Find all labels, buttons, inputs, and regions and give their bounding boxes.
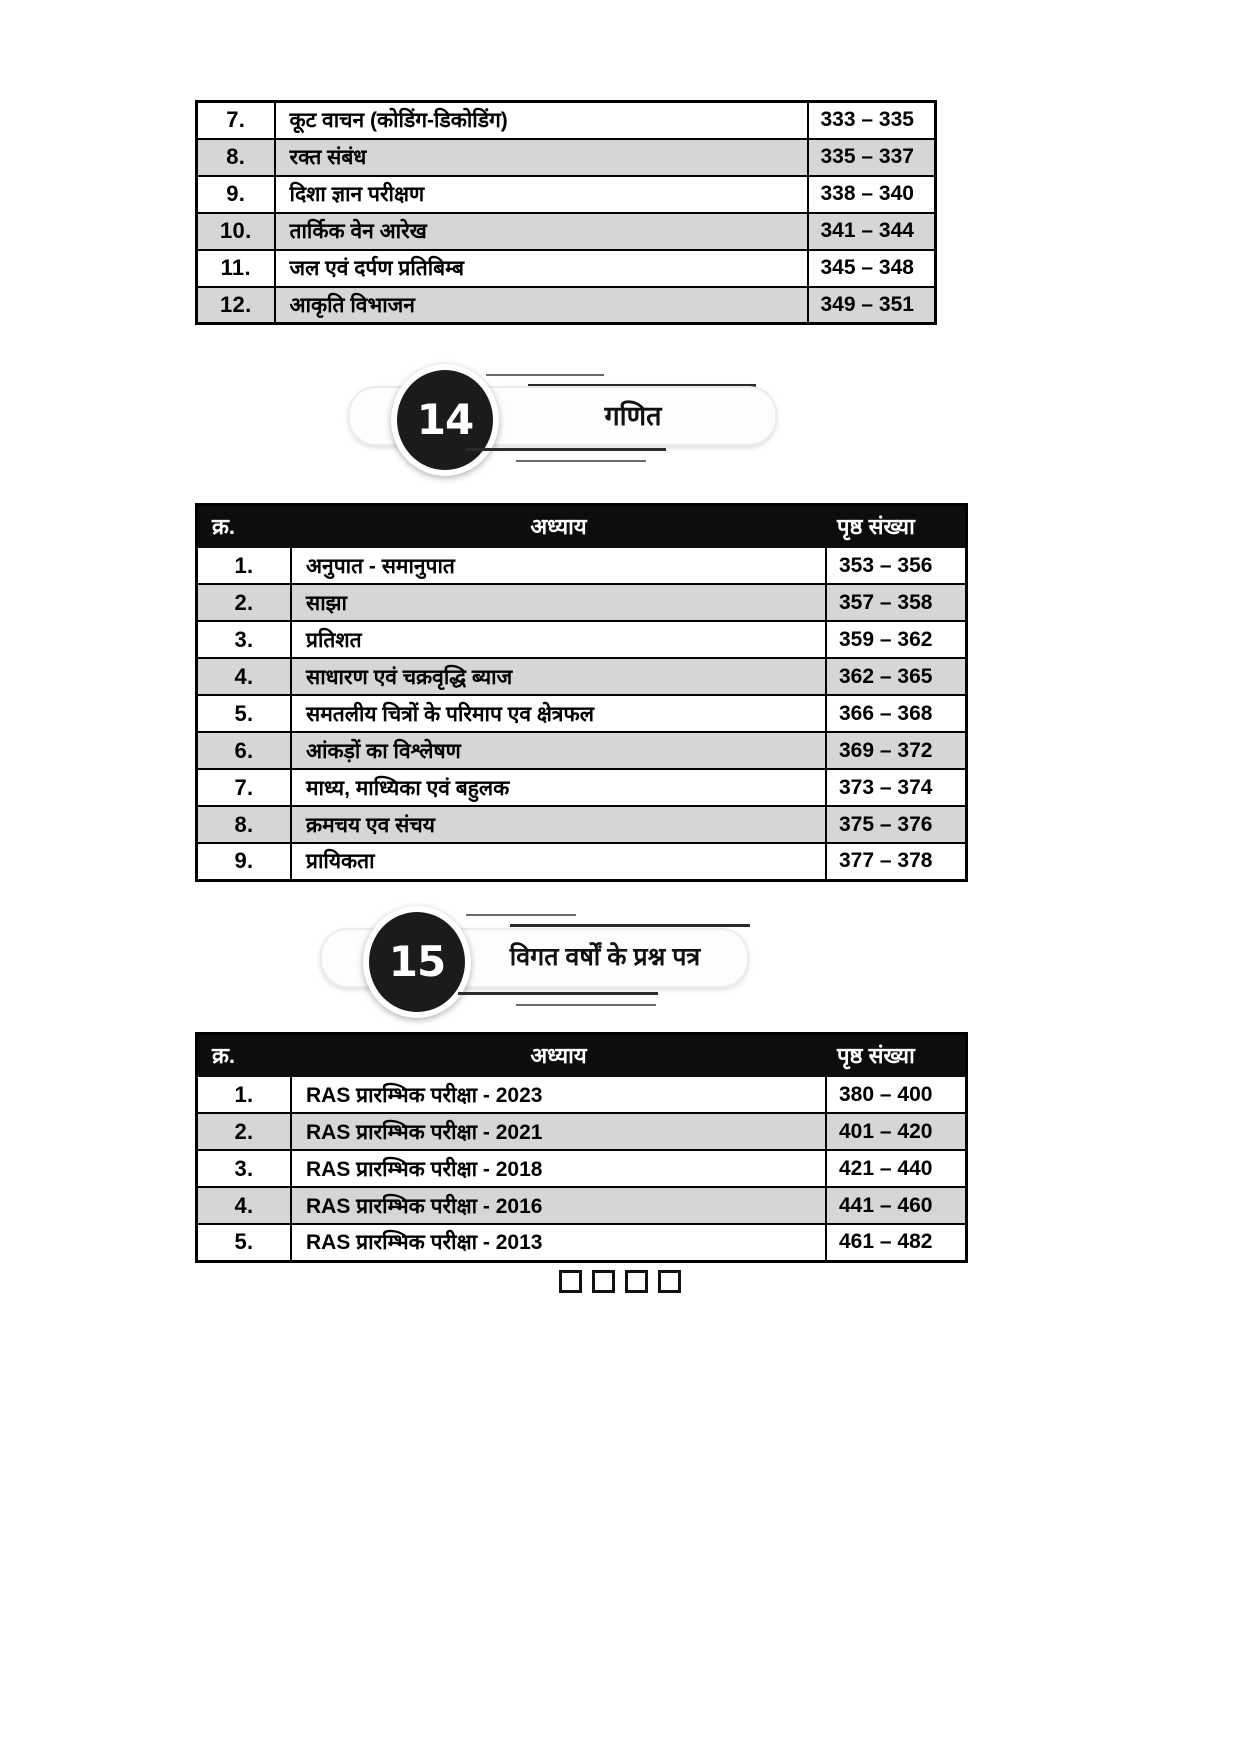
cell-page-range: 338 – 340 [808, 176, 936, 213]
cell-serial-number: 2. [197, 584, 292, 621]
cell-serial-number: 4. [197, 1187, 292, 1224]
cell-serial-number: 9. [197, 843, 292, 880]
table-row [197, 139, 936, 176]
table-row [197, 1150, 967, 1187]
cell-chapter-name: समतलीय चित्रों के परिमाप एव क्षेत्रफल [291, 695, 826, 732]
square-outline-icon [592, 1270, 615, 1293]
cell-serial-number: 5. [197, 1224, 292, 1261]
cell-page-range: 373 – 374 [826, 769, 967, 806]
decorative-rule-bottom-thin [516, 1004, 656, 1006]
cell-chapter-name: अनुपात - समानुपात [291, 547, 826, 584]
cell-page-range: 380 – 400 [826, 1076, 967, 1113]
table-header-row [197, 1034, 967, 1077]
footer-ornament [0, 1270, 1240, 1298]
square-outline-icon [559, 1270, 582, 1293]
cell-chapter-name: RAS प्रारम्भिक परीक्षा - 2021 [291, 1113, 826, 1150]
cell-serial-number: 11. [197, 250, 275, 287]
cell-serial-number: 3. [197, 1150, 292, 1187]
reasoning-continued-table-body [197, 102, 936, 324]
reasoning-continued-table [195, 100, 937, 325]
table-row [197, 1187, 967, 1224]
table-row [197, 732, 967, 769]
column-header-sr: क्र. [197, 505, 292, 548]
table-row [197, 1224, 967, 1261]
cell-page-range: 421 – 440 [826, 1150, 967, 1187]
cell-serial-number: 12. [197, 287, 275, 324]
table-row [197, 213, 936, 250]
cell-serial-number: 10. [197, 213, 275, 250]
section-header-14 [338, 358, 898, 470]
cell-chapter-name: तार्किक वेन आरेख [275, 213, 808, 250]
section-number-badge [363, 906, 471, 1018]
cell-chapter-name: RAS प्रारम्भिक परीक्षा - 2023 [291, 1076, 826, 1113]
cell-chapter-name: माध्य, माध्यिका एवं बहुलक [291, 769, 826, 806]
section-number-label: 15 [388, 937, 446, 986]
section-header-15 [310, 900, 870, 1012]
cell-page-range: 461 – 482 [826, 1224, 967, 1261]
cell-chapter-name: प्रायिकता [291, 843, 826, 880]
cell-chapter-name: साधारण एवं चक्रवृद्धि ब्याज [291, 658, 826, 695]
cell-page-range: 357 – 358 [826, 584, 967, 621]
table-row [197, 547, 967, 584]
cell-chapter-name: आकृति विभाजन [275, 287, 808, 324]
table-row [197, 176, 936, 213]
square-outline-icon [625, 1270, 648, 1293]
column-header-page: पृष्ठ संख्या [826, 1034, 967, 1077]
cell-serial-number: 1. [197, 1076, 292, 1113]
column-header-chapter: अध्याय [291, 505, 826, 548]
cell-chapter-name: RAS प्रारम्भिक परीक्षा - 2013 [291, 1224, 826, 1261]
pyq-table-body [197, 1076, 967, 1261]
cell-chapter-name: आंकड़ों का विश्लेषण [291, 732, 826, 769]
cell-page-range: 369 – 372 [826, 732, 967, 769]
table-header-row [197, 505, 967, 548]
cell-page-range: 359 – 362 [826, 621, 967, 658]
cell-serial-number: 7. [197, 102, 275, 139]
cell-chapter-name: क्रमचय एव संचय [291, 806, 826, 843]
cell-serial-number: 2. [197, 1113, 292, 1150]
cell-chapter-name: जल एवं दर्पण प्रतिबिम्ब [275, 250, 808, 287]
table-row [197, 769, 967, 806]
cell-serial-number: 3. [197, 621, 292, 658]
table-row [197, 621, 967, 658]
section-title: विगत वर्षों के प्रश्न पत्र [509, 943, 701, 971]
table-row [197, 806, 967, 843]
decorative-rule-bottom-thin [516, 460, 646, 462]
cell-page-range: 401 – 420 [826, 1113, 967, 1150]
column-header-sr: क्र. [197, 1034, 292, 1077]
cell-chapter-name: RAS प्रारम्भिक परीक्षा - 2016 [291, 1187, 826, 1224]
section-number-badge [391, 364, 499, 476]
cell-page-range: 349 – 351 [808, 287, 936, 324]
section-number-label: 14 [416, 395, 474, 444]
cell-page-range: 377 – 378 [826, 843, 967, 880]
table-row [197, 1113, 967, 1150]
cell-serial-number: 7. [197, 769, 292, 806]
maths-table-head [197, 505, 967, 548]
column-header-chapter: अध्याय [291, 1034, 826, 1077]
cell-serial-number: 6. [197, 732, 292, 769]
cell-serial-number: 5. [197, 695, 292, 732]
cell-page-range: 441 – 460 [826, 1187, 967, 1224]
cell-chapter-name: रक्त संबंध [275, 139, 808, 176]
cell-serial-number: 4. [197, 658, 292, 695]
table-row [197, 695, 967, 732]
table-row [197, 658, 967, 695]
decorative-rule-top-thick [510, 924, 750, 927]
cell-chapter-name: साझा [291, 584, 826, 621]
cell-serial-number: 8. [197, 139, 275, 176]
cell-page-range: 375 – 376 [826, 806, 967, 843]
section-title: गणित [604, 400, 662, 431]
cell-page-range: 362 – 365 [826, 658, 967, 695]
cell-page-range: 333 – 335 [808, 102, 936, 139]
decorative-rule-top-thin [486, 374, 604, 376]
cell-serial-number: 9. [197, 176, 275, 213]
decorative-rule-top-thin [466, 914, 576, 916]
maths-table-body [197, 547, 967, 880]
decorative-rule-bottom-thick [458, 992, 658, 995]
table-row [197, 584, 967, 621]
cell-chapter-name: RAS प्रारम्भिक परीक्षा - 2018 [291, 1150, 826, 1187]
table-row [197, 250, 936, 287]
cell-serial-number: 8. [197, 806, 292, 843]
cell-chapter-name: कूट वाचन (कोडिंग-डिकोडिंग) [275, 102, 808, 139]
square-outline-icon [658, 1270, 681, 1293]
column-header-page: पृष्ठ संख्या [826, 505, 967, 548]
cell-page-range: 345 – 348 [808, 250, 936, 287]
maths-chapters-table [195, 503, 968, 882]
table-row [197, 287, 936, 324]
cell-page-range: 341 – 344 [808, 213, 936, 250]
cell-page-range: 335 – 337 [808, 139, 936, 176]
pyq-table-head [197, 1034, 967, 1077]
square-outline-icon-group [559, 1270, 681, 1293]
cell-page-range: 353 – 356 [826, 547, 967, 584]
table-row [197, 102, 936, 139]
cell-chapter-name: प्रतिशत [291, 621, 826, 658]
previous-year-papers-table [195, 1032, 968, 1263]
cell-serial-number: 1. [197, 547, 292, 584]
cell-chapter-name: दिशा ज्ञान परीक्षण [275, 176, 808, 213]
table-row [197, 1076, 967, 1113]
table-row [197, 843, 967, 880]
decorative-rule-bottom-thick [466, 448, 666, 451]
cell-page-range: 366 – 368 [826, 695, 967, 732]
